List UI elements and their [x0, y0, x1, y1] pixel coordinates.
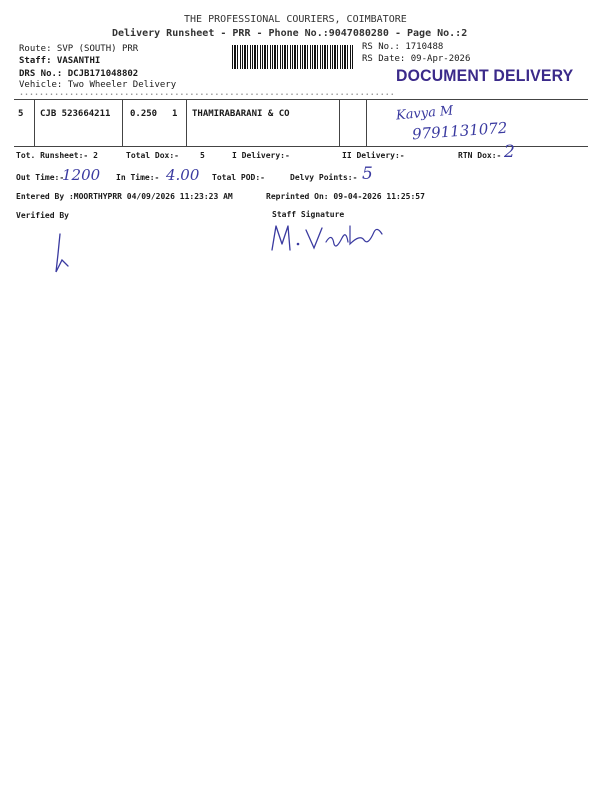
verifier-signature: [50, 232, 74, 280]
rtn-dox-label: RTN Dox:-: [458, 151, 502, 160]
tot-runsheet: Tot. Runsheet:- 2: [16, 151, 98, 160]
receiver-name-handwritten: Kavya M: [395, 103, 454, 124]
pieces: 1: [172, 109, 178, 119]
total-dox-value: 5: [200, 151, 205, 160]
drs-number: DRS No.: DCJB171048802: [19, 69, 139, 79]
staff-signature-label: Staff Signature: [272, 210, 345, 219]
out-time-handwritten: 1200: [62, 166, 101, 184]
entered-by: Entered By :MOORTHYPRR 04/09/2026 11:23:23 AM: [16, 192, 233, 201]
in-time-label: In Time:-: [116, 173, 160, 182]
out-time-label: Out Time:-: [16, 173, 65, 182]
col-divider: [339, 100, 340, 146]
total-pod-label: Total POD:-: [212, 173, 265, 182]
company-name: THE PROFESSIONAL COURIERS, COIMBATORE: [184, 14, 407, 25]
staff-label: Staff: VASANTHI: [19, 56, 101, 66]
runsheet-title: Delivery Runsheet - PRR - Phone No.:9047080280 - Page No.:2: [112, 28, 468, 39]
staff-signature: [268, 220, 388, 258]
route-label: Route: SVP (SOUTH) PRR: [19, 44, 139, 54]
in-time-handwritten: 4.00: [166, 166, 200, 184]
i-delivery-label: I Delivery:-: [232, 151, 290, 160]
row-serial: 5: [18, 109, 24, 119]
col-divider: [186, 100, 187, 146]
total-dox-label: Total Dox:-: [126, 151, 179, 160]
reprinted-on: Reprinted On: 09-04-2026 11:25:57: [266, 192, 425, 201]
vehicle-label: Vehicle: Two Wheeler Delivery: [19, 80, 177, 90]
delivery-points-handwritten: 5: [362, 164, 373, 184]
weight: 0.250: [130, 109, 158, 119]
rs-date: RS Date: 09-Apr-2026: [362, 54, 471, 64]
table-top-rule: [14, 99, 588, 100]
document-delivery-stamp: DOCUMENT DELIVERY: [396, 66, 574, 85]
col-divider: [122, 100, 123, 146]
barcode: [232, 45, 354, 69]
consignee-name: THAMIRABARANI & CO: [192, 109, 290, 119]
rtn-dox-handwritten: 2: [504, 142, 515, 162]
table-bottom-rule: [14, 146, 588, 147]
col-divider: [366, 100, 367, 146]
col-divider: [34, 100, 35, 146]
receiver-phone-handwritten: 9791131072: [411, 118, 508, 144]
verified-by-label: Verified By: [16, 211, 69, 220]
column-header-strip: •••••••••••••••••••••••••••••••••••••••••••••••••••••••••••••••••••••••••••: [20, 92, 396, 98]
delivery-points-label: Delvy Points:-: [290, 173, 358, 182]
consignment-number: CJB 523664211: [40, 109, 111, 119]
ii-delivery-label: II Delivery:-: [342, 151, 405, 160]
rs-number: RS No.: 1710488: [362, 42, 444, 52]
